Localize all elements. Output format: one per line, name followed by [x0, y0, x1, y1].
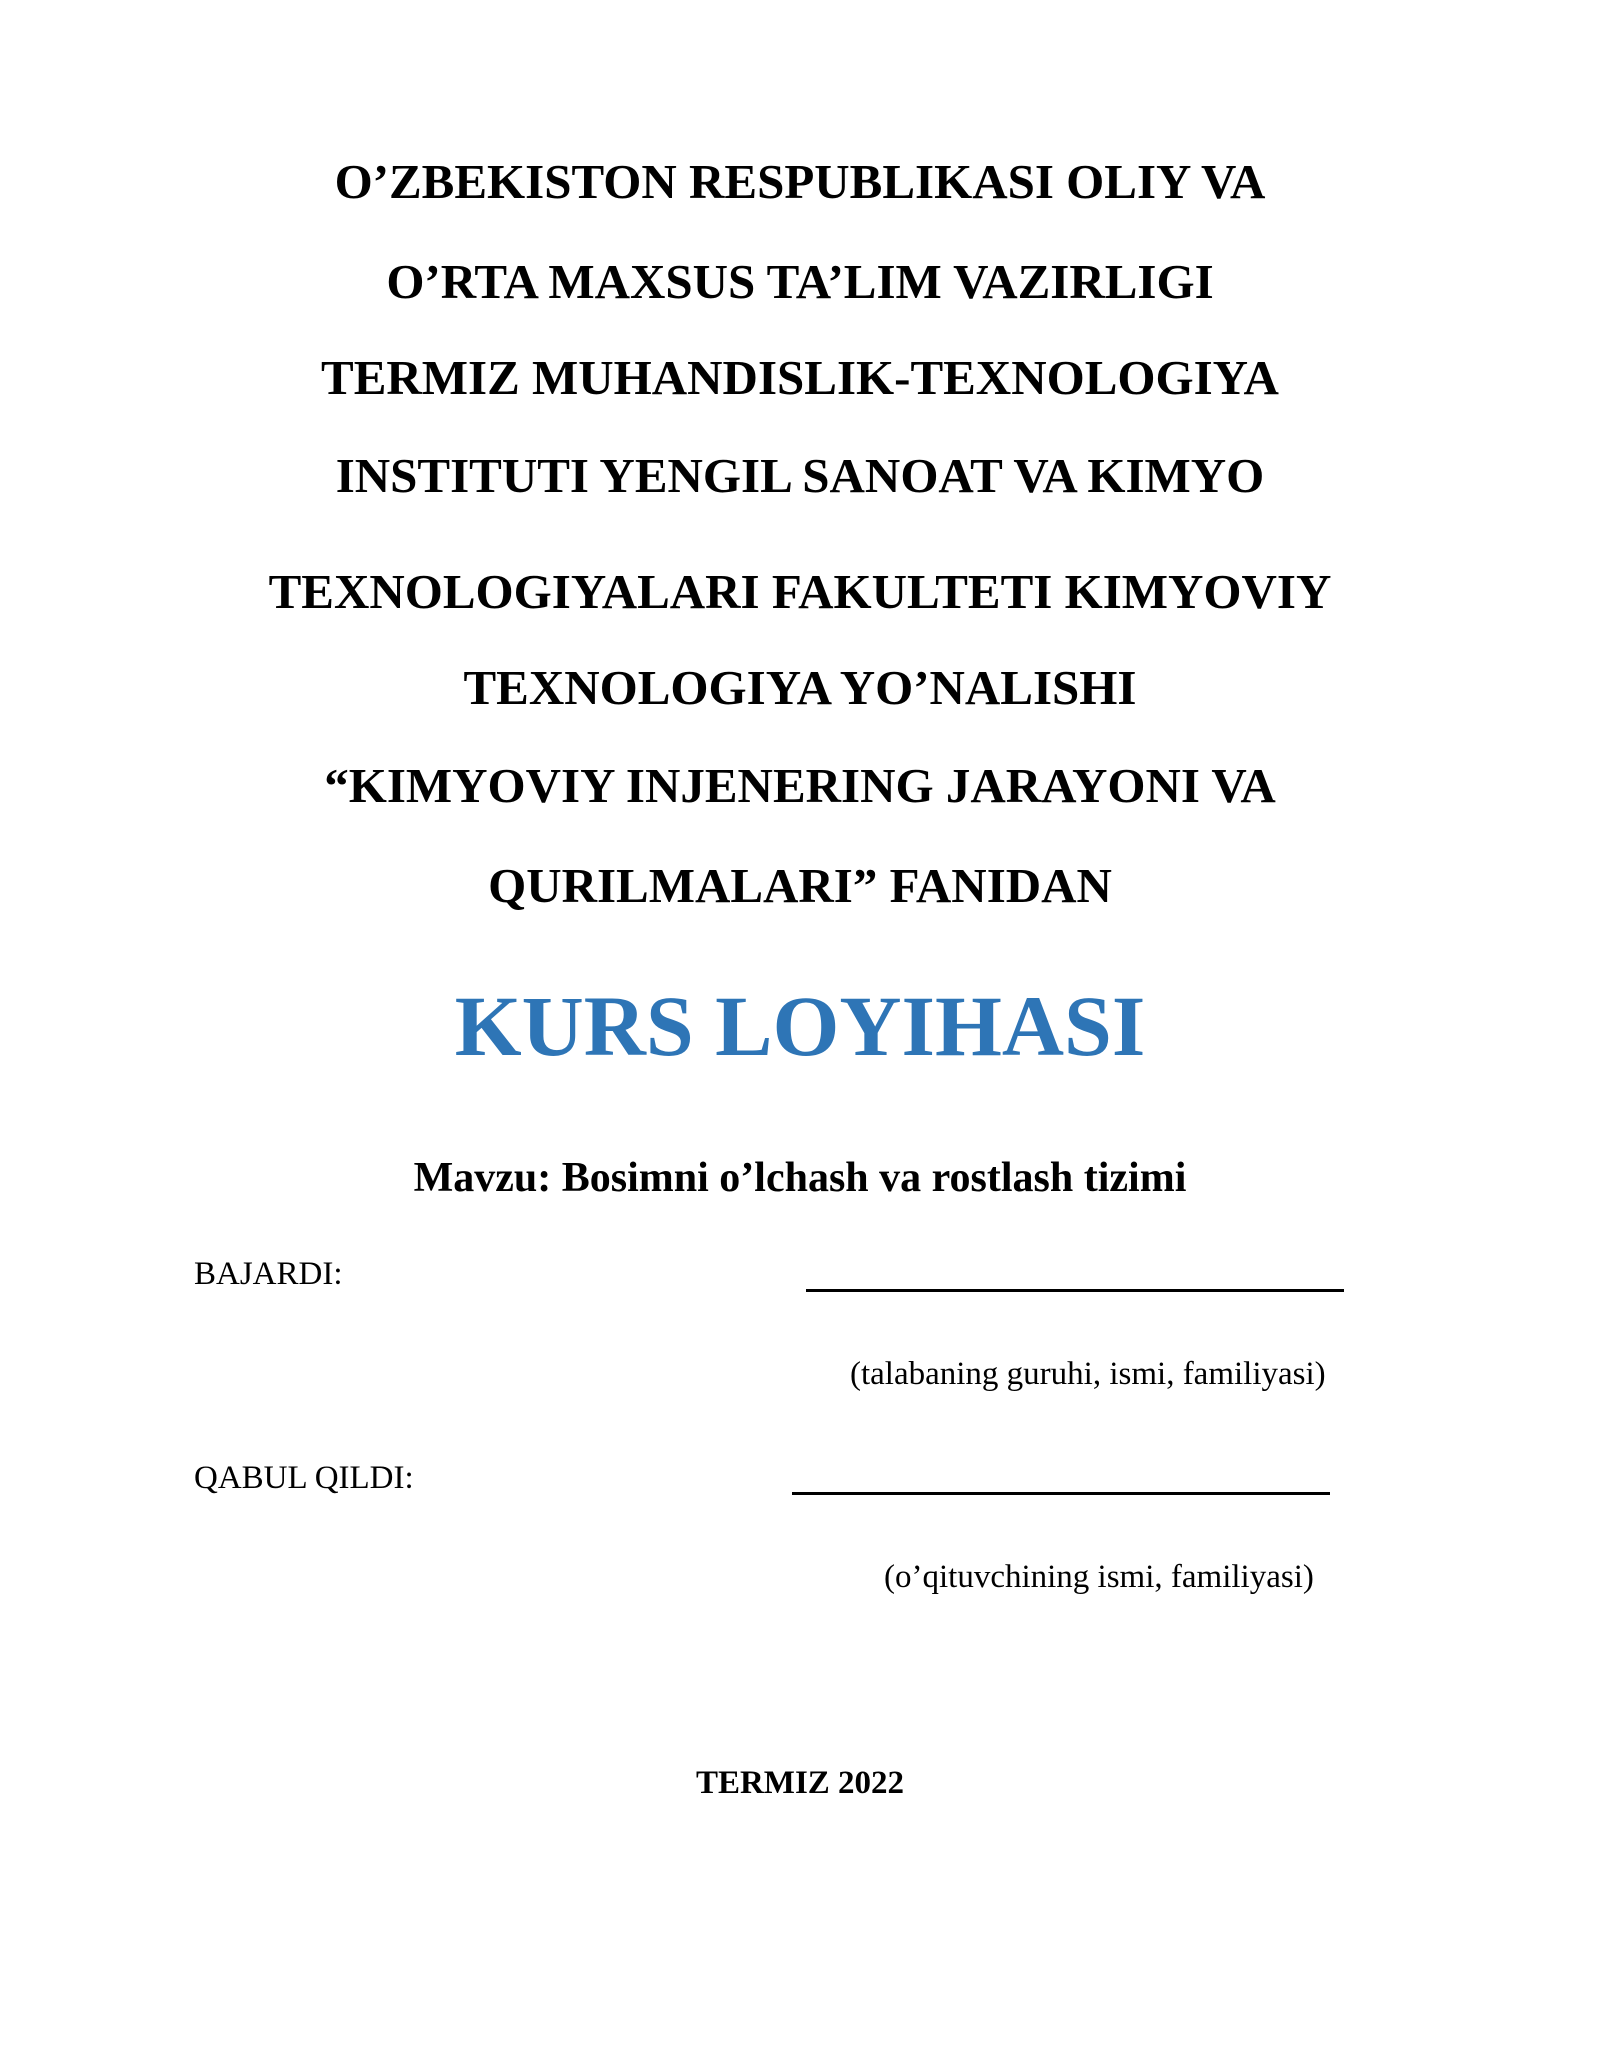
- header-line-institute-2: INSTITUTI YENGIL SANOAT VA KIMYO: [335, 448, 1265, 503]
- performed-by-label: BAJARDI:: [194, 1256, 343, 1292]
- accepted-by-signature-line: [792, 1492, 1330, 1495]
- header-line-faculty: TEXNOLOGIYALARI FAKULTETI KIMYOVIY: [268, 564, 1332, 619]
- performed-by-signature-line: [806, 1289, 1344, 1292]
- header-line-institute-1: TERMIZ MUHANDISLIK-TEXNOLOGIYA: [321, 350, 1279, 405]
- header-line-direction: TEXNOLOGIYA YO’NALISHI: [463, 660, 1137, 715]
- header-line-subject-1: “KIMYOVIY INJENERING JARAYONI VA: [324, 758, 1276, 813]
- header-line-ministry-2: O’RTA MAXSUS TA’LIM VAZIRLIGI: [386, 254, 1214, 309]
- accepted-by-label: QABUL QILDI:: [194, 1460, 414, 1496]
- footer-city-year: TERMIZ 2022: [695, 1765, 905, 1801]
- header-line-subject-2: QURILMALARI” FANIDAN: [488, 858, 1112, 913]
- header-line-ministry-1: O’ZBEKISTON RESPUBLIKASI OLIY VA: [334, 154, 1266, 209]
- accepted-by-hint: (o’qituvchining ismi, familiyasi): [884, 1559, 1314, 1595]
- topic-line: Mavzu: Bosimni o’lchash va rostlash tizimi: [413, 1155, 1187, 1201]
- performed-by-hint: (talabaning guruhi, ismi, familiyasi): [850, 1356, 1326, 1392]
- document-title: KURS LOYIHASI: [454, 978, 1146, 1074]
